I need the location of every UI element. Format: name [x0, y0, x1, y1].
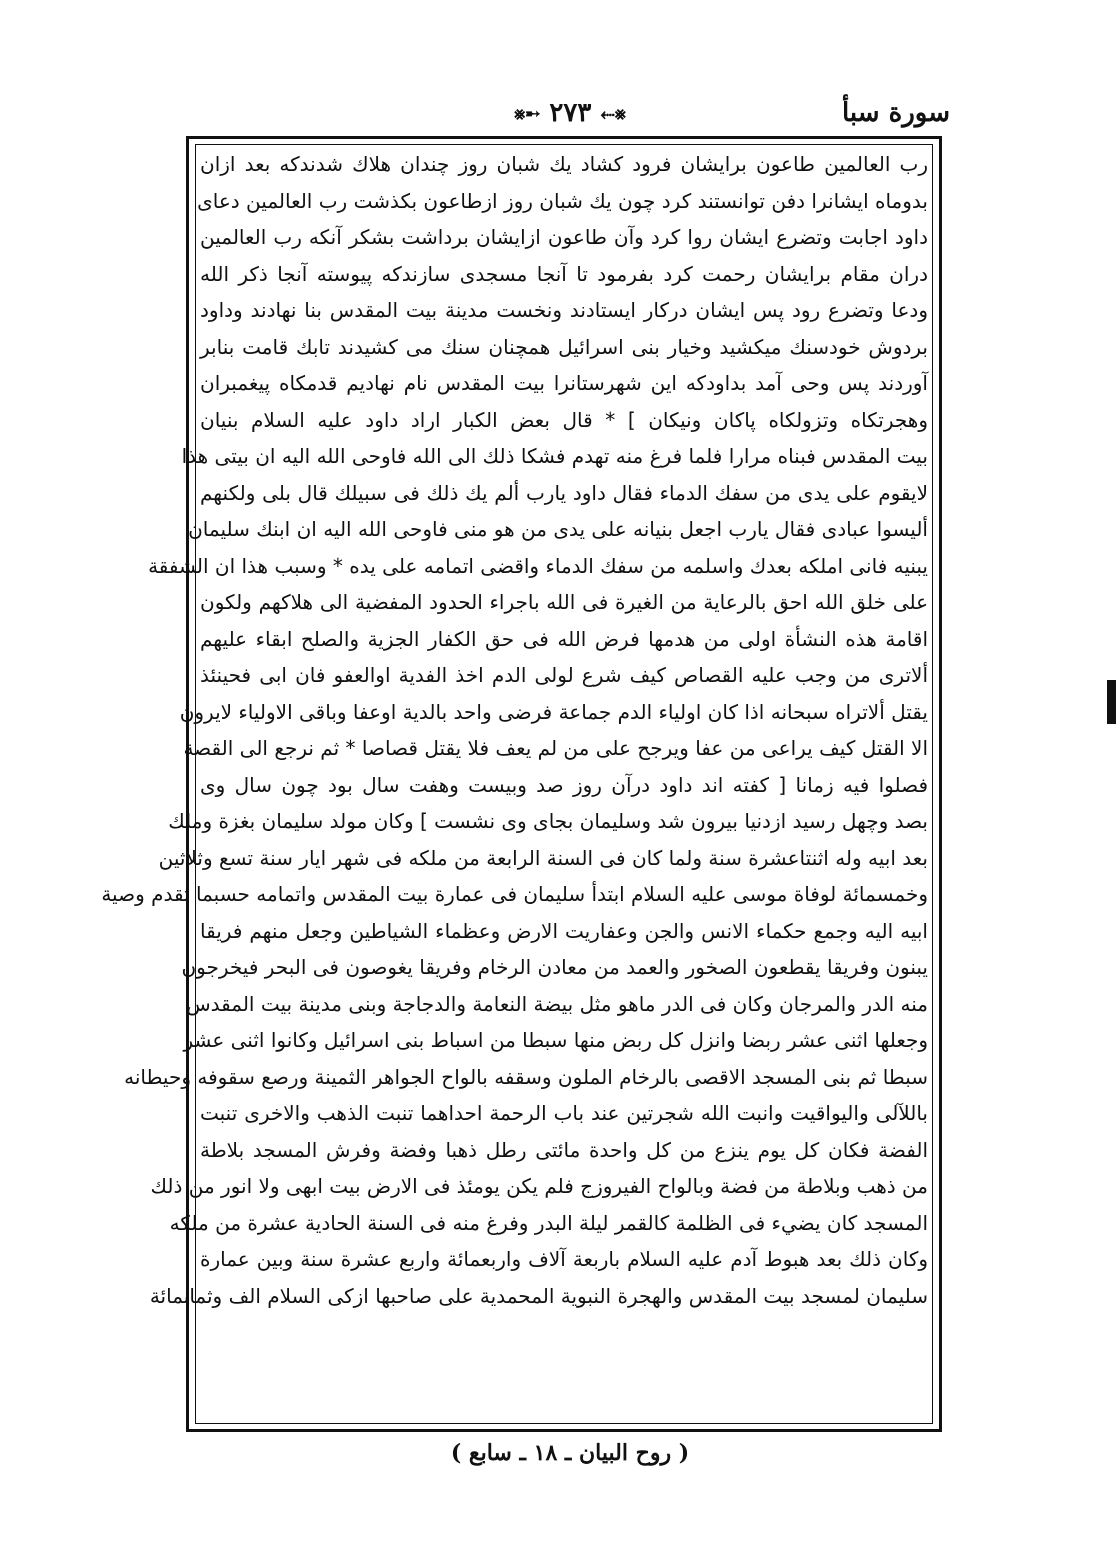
- text-line: لايقوم على يدى من سفك الدماء فقال داود يارب ألم يك ذلك فى سبيلك قال بلى ولكنهم: [200, 480, 928, 505]
- surah-title: سورة سبأ: [842, 98, 950, 128]
- text-line: ابيه اليه وجمع حكماء الانس والجن وعفاريت الارض وعظماء الشياطين وجعل منهم فريقا: [200, 918, 928, 943]
- ornament-left: ➸⨳: [514, 103, 541, 125]
- text-line: على خلق الله احق بالرعاية من الغيرة فى الله باجراء الحدود المفضية الى هلاكهم ولكون: [200, 590, 928, 614]
- body-text: [101, 146, 928, 1424]
- text-line: المسجد كان يضيء فى الظلمة كالقمر ليلة البدر وفرغ منه فى السنة الحادية عشرة من ملكه: [169, 1210, 928, 1235]
- text-line: يبنون وفريقا يقطعون الصخور والعمد من معادن الرخام وفريقا يغوصون فى البحر فيخرجون: [181, 955, 928, 979]
- text-line: ودعا وتضرع رود پس ايشان دركار ايستادند ونخست مدينة بيت المقدس بنا نهادند وداود: [200, 298, 928, 322]
- text-line: أليسوا عبادى فقال يارب اجعل بنيانه على يدى من هو منى فاوحى الله اليه ان ابنك سليمان: [188, 517, 928, 541]
- text-line: فصلوا فيه زمانا [ كفته اند داود درآن روز صد وبيست وهفت سال بود چون سال وى: [200, 772, 928, 797]
- text-line: باللآلى واليواقيت وانبت الله شجرتين عند باب الرحمة احداهما تنبت الذهب والاخرى تنبت: [200, 1101, 928, 1125]
- text-line: منه الدر والمرجان وكان فى الدر ماهو مثل بيضة النعامة والدجاجة وبنى مدينة بيت المقدس: [186, 991, 928, 1016]
- text-line: اقامة هذه النشأة اولى من هدمها فرض الله فى حق الكفار الجزية والصلح ابقاء عليهم: [200, 626, 928, 651]
- text-line: دران مقام برايشان رحمت كرد بفرمود تا آنجا مسجدى سازندكه پيوسته آنجا ذكر الله: [200, 261, 928, 286]
- text-line: بيت المقدس فبناه مرارا فلما فرغ منه تهدم فشكا ذلك الى الله فاوحى الله اليه ان بيتى هذا: [181, 444, 928, 468]
- text-line: وجعلها اثنى عشر ربضا وانزل كل ربض منها سبطا من اسباط بنى اسرائيل وكانوا اثنى عشر: [183, 1028, 928, 1052]
- text-line: بصد وچهل رسيد ازدنيا بيرون شد وسليمان بجاى وى نشست ] وكان مولد سليمان بغزة وملك: [168, 809, 928, 833]
- text-line: يبنيه فانى املكه بعدك واسلمه من سفك الدماء واقضى اتمامه على يده * وسبب هذا ان الشفقة: [148, 553, 928, 578]
- text-line: داود اجابت وتضرع ايشان روا كرد وآن طاعون ازايشان برداشت بشكر آنكه رب العالمين: [200, 225, 928, 249]
- text-line: الا القتل كيف يراعى من عفا ويرجح على من لم يعف فلا يقتل قصاصا * ثم نرجع الى القصة: [183, 736, 928, 760]
- page-number: ٢٧٣: [549, 98, 592, 128]
- text-line: ألاترى من وجب عليه القصاص كيف شرع لولى الدم اخذ الفدية اوالعفو فان ابى فحينئذ: [200, 663, 928, 687]
- page-footer: ( روح البيان ـ ١٨ ـ سابع ): [450, 1440, 690, 1466]
- text-line: سبطا ثم بنى المسجد الاقصى بالرخام الملون وسقفه بالواح الجواهر الثمينة ورصع سقوفه وحيطانه: [124, 1064, 928, 1089]
- text-line: رب العالمين طاعون برايشان فرود كشاد يك شبان روز چندان هلاك شدندكه بعد ازان: [200, 152, 928, 176]
- ornament-right: ⨳⬸: [600, 103, 626, 125]
- text-line: بردوش خودسنك ميكشيد وخيار بنى اسرائيل همچنان سنك مى كشيدند تابك قامت بنابر: [200, 334, 928, 359]
- scan-margin-mark: [1107, 680, 1116, 724]
- text-line: آوردند پس وحى آمد بداودكه اين شهرستانرا بيت المقدس نام نهاديم قدمكاه پيغمبران: [200, 371, 928, 395]
- text-line: بعد ابيه وله اثنتاعشرة سنة ولما كان فى السنة الرابعة من ملكه فى شهر ايار سنة تسع وثلاثين: [158, 845, 928, 870]
- text-line: بدوماه ايشانرا دفن توانستند كرد چون يك شبان روز ازطاعون بكذشت رب العالمين دعاى: [197, 188, 928, 213]
- text-line: وهجرتكاه وتزولكاه پاكان ونيكان ] * قال بعض الكبار اراد داود عليه السلام بنيان: [200, 407, 928, 432]
- text-line: سليمان لمسجد بيت المقدس والهجرة النبوية المحمدية على صاحبها ازكى السلام الف وثمانمائة: [149, 1283, 928, 1308]
- page-header: [190, 98, 950, 132]
- text-line: وخمسمائة لوفاة موسى عليه السلام ابتدأ سليمان فى عمارة بيت المقدس واتمامه حسبما تقدم وصية: [101, 882, 928, 906]
- text-line: من ذهب وبلاطة من فضة وبالواح الفيروزج فلم يكن يومئذ فى الارض بيت ابهى ولا انور من ذلك: [150, 1174, 928, 1198]
- text-line: وكان ذلك بعد هبوط آدم عليه السلام باربعة آلاف واربعمائة واربع عشرة سنة وبين عمارة: [200, 1247, 928, 1271]
- text-line: الفضة فكان كل يوم ينزع من كل واحدة مائتى رطل ذهبا وفضة وفرش المسجد بلاطة: [200, 1137, 928, 1162]
- text-line: يقتل ألاتراه سبحانه اذا كان اولياء الدم جماعة فرضى واحد بالدية اوعفا وباقى الاولياء لايرون: [179, 699, 928, 724]
- page-number-group: [514, 98, 626, 128]
